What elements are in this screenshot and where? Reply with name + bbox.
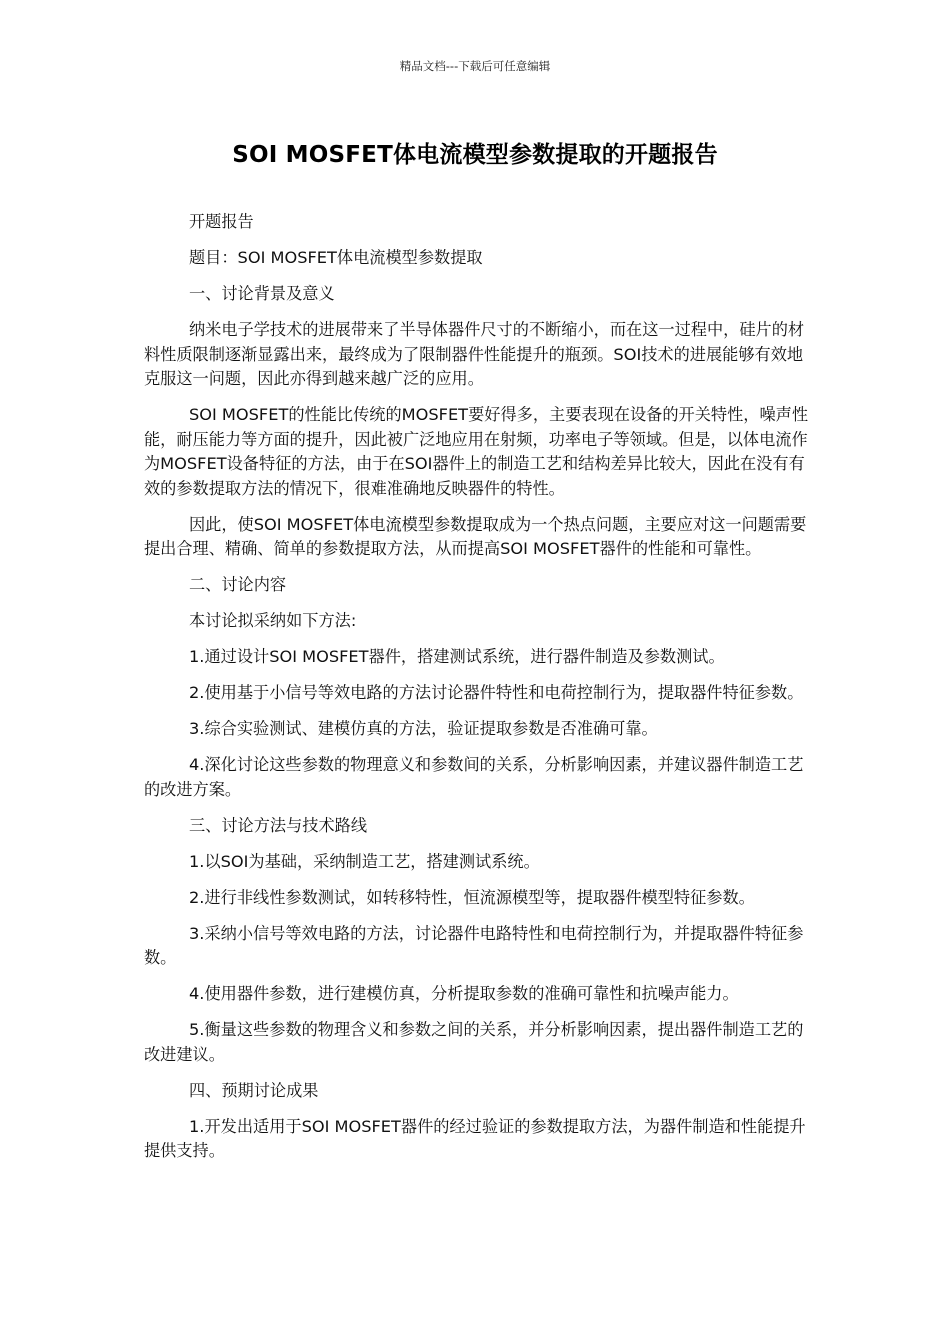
document-body [144, 210, 808, 1175]
header-note: 精品文档---下载后可任意编辑 [399, 59, 551, 73]
list-item: 1.开发出适用于SOI MOSFET器件的经过验证的参数提取方法，为器件制造和性能提升提供支持。 [144, 1116, 806, 1160]
section-heading-3: 三、讨论方法与技术路线 [189, 815, 368, 835]
paragraph: 纳米电子学技术的进展带来了半导体器件尺寸的不断缩小，而在这一过程中，硅片的材料性质限制逐渐显露出来，最终成为了限制器件性能提升的瓶颈。SOI技术的进展能够有效地克服这一问题，因此亦得到越来越广泛的应用。 [144, 320, 805, 388]
document-title: SOI MOSFET体电流模型参数提取的开题报告 [232, 142, 718, 168]
list-item: 1.以SOI为基础，采纳制造工艺，搭建测试系统。 [189, 851, 540, 871]
paragraph: 因此，使SOI MOSFET体电流模型参数提取成为一个热点问题，主要应对这一问题需要提出合理、精确、简单的参数提取方法，从而提高SOI MOSFET器件的性能和可靠性。 [144, 514, 807, 558]
list-item: 5.衡量这些参数的物理含义和参数之间的关系，并分析影响因素，提出器件制造工艺的改进建议。 [144, 1020, 804, 1064]
list-item: 2.进行非线性参数测试，如转移特性，恒流源模型等，提取器件模型特征参数。 [189, 887, 755, 907]
label-report: 开题报告 [189, 212, 254, 231]
list-item: 4.使用器件参数，进行建模仿真，分析提取参数的准确可靠性和抗噪声能力。 [189, 984, 739, 1003]
section-heading-4: 四、预期讨论成果 [189, 1080, 319, 1100]
list-item: 3.综合实验测试、建模仿真的方法，验证提取参数是否准确可靠。 [189, 719, 658, 738]
paragraph: 本讨论拟采纳如下方法: [189, 611, 357, 630]
section-heading-1: 一、讨论背景及意义 [189, 284, 335, 303]
list-item: 1.通过设计SOI MOSFET器件，搭建测试系统，进行器件制造及参数测试。 [189, 647, 725, 666]
paragraph: SOI MOSFET的性能比传统的MOSFET要好得多，主要表现在设备的开关特性，噪声性能，耐压能力等方面的提升，因此被广泛地应用在射频，功率电子等领域。但是，以体电流作为MOSFET设备特征的方法，由于在SOI器件上的制造工艺和结构差异比较大，因此在没有有效的参数提取方法的情况下，很难准确地反映器件的特性。 [144, 405, 809, 498]
list-item: 3.采纳小信号等效电路的方法，讨论器件电路特性和电荷控制行为，并提取器件特征参数。 [144, 923, 804, 967]
list-item: 4.深化讨论这些参数的物理意义和参数间的关系，分析影响因素，并建议器件制造工艺的改进方案。 [144, 755, 804, 799]
topic-line: 题目：SOI MOSFET体电流模型参数提取 [189, 248, 483, 267]
list-item: 2.使用基于小信号等效电路的方法讨论器件特性和电荷控制行为，提取器件特征参数。 [189, 683, 804, 702]
section-heading-2: 二、讨论内容 [189, 575, 287, 594]
